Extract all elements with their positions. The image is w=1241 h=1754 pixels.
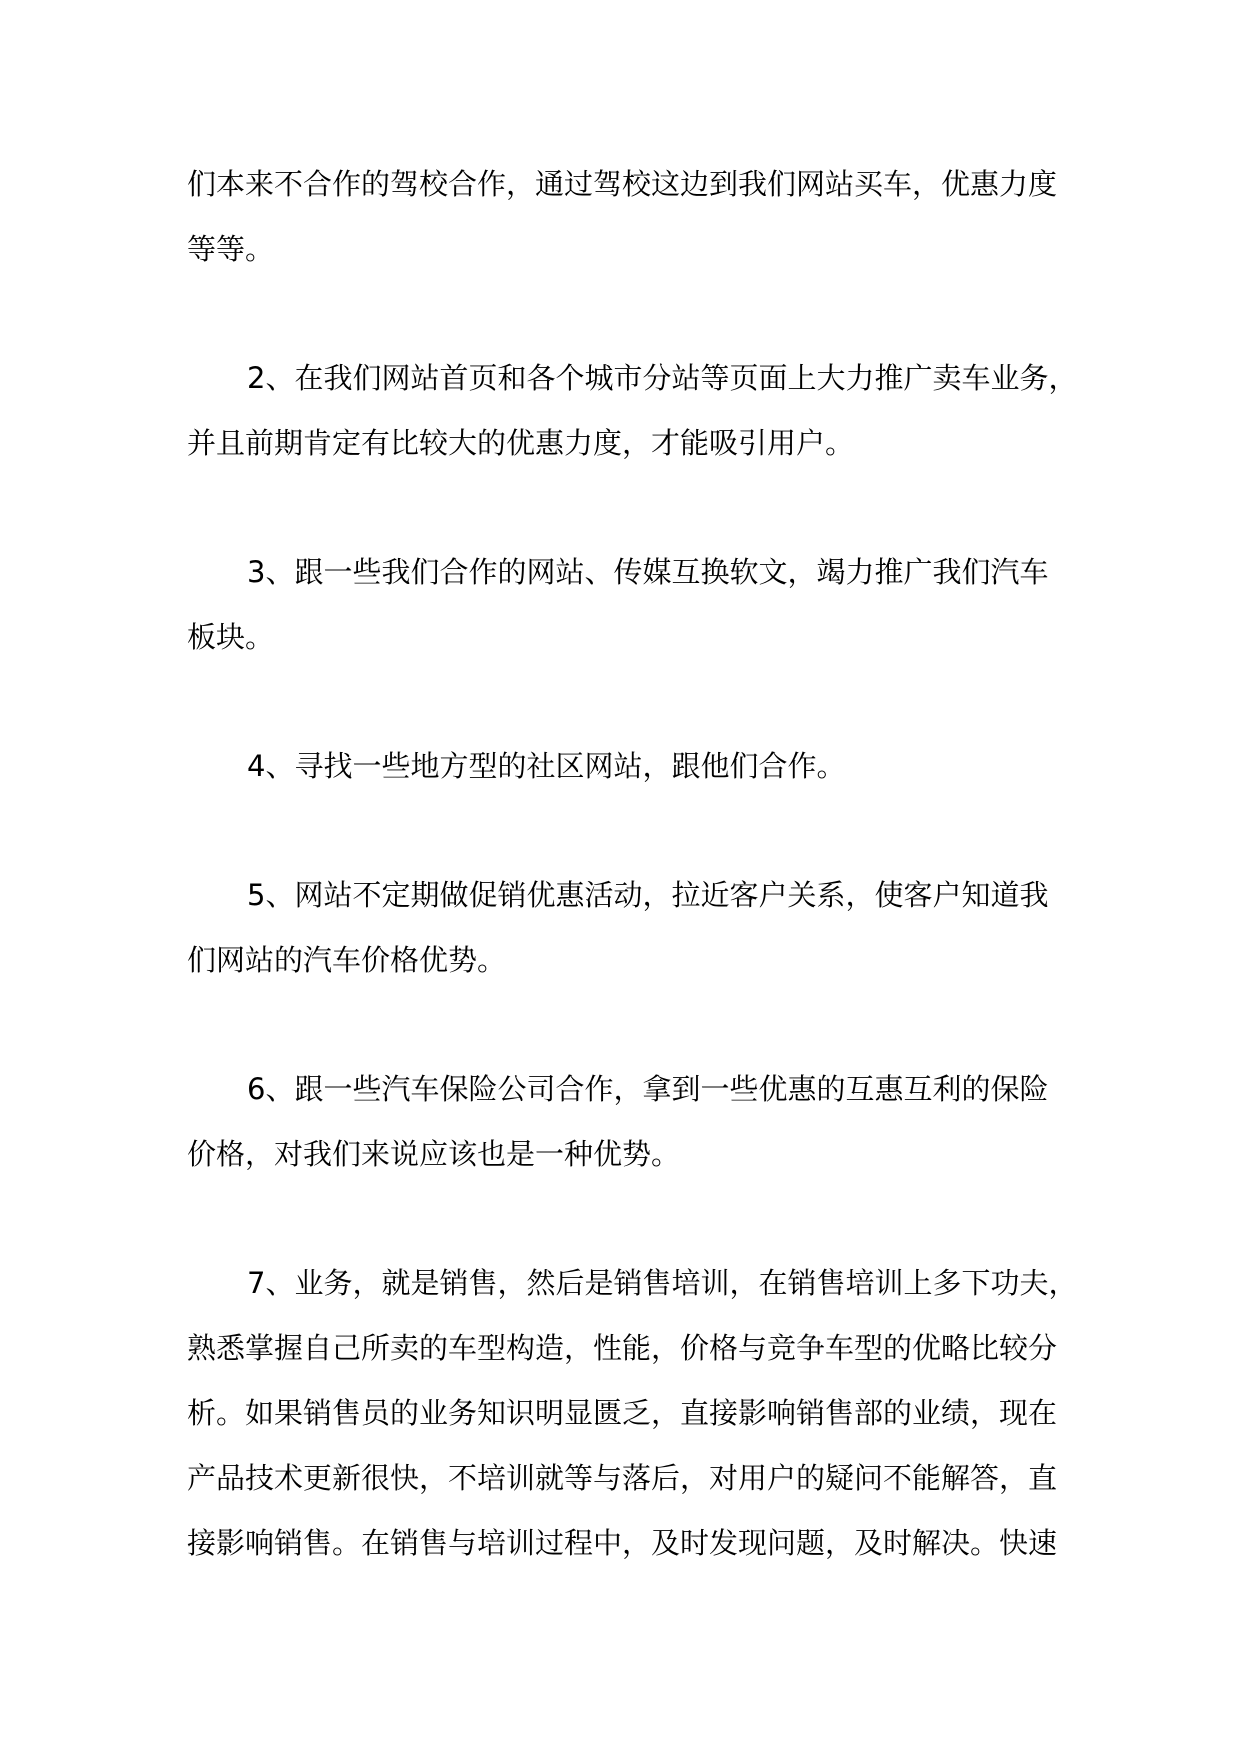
text-line: 并且前期肯定有比较大的优惠力度，才能吸引用户。 — [187, 426, 855, 460]
text-line: 熟悉掌握自己所卖的车型构造，性能，价格与竞争车型的优略比较分 — [187, 1331, 1058, 1365]
text-line: 们网站的汽车价格优势。 — [187, 943, 507, 977]
text-line: 7、业务，就是销售，然后是销售培训，在销售培训上多下功夫， — [247, 1266, 1078, 1300]
text-line: 2、在我们网站首页和各个城市分站等页面上大力推广卖车业务， — [247, 361, 1078, 395]
text-line: 4、寻找一些地方型的社区网站，跟他们合作。 — [247, 749, 846, 783]
paragraph-item-6 — [187, 1057, 1067, 1187]
paragraph-item-5 — [187, 863, 1067, 993]
paragraph-continuation — [187, 152, 1067, 282]
text-line: 们本来不合作的驾校合作，通过驾校这边到我们网站买车，优惠力度 — [187, 167, 1058, 201]
text-line: 等等。 — [187, 232, 275, 266]
text-line: 板块。 — [187, 620, 275, 654]
text-line: 5、网站不定期做促销优惠活动，拉近客户关系，使客户知道我 — [247, 878, 1049, 912]
text-line: 6、跟一些汽车保险公司合作，拿到一些优惠的互惠互利的保险 — [247, 1072, 1049, 1106]
text-line: 析。如果销售员的业务知识明显匮乏，直接影响销售部的业绩，现在 — [187, 1396, 1058, 1430]
text-line: 接影响销售。在销售与培训过程中，及时发现问题，及时解决。快速 — [187, 1526, 1058, 1560]
text-line: 产品技术更新很快，不培训就等与落后，对用户的疑问不能解答，直 — [187, 1461, 1058, 1495]
paragraph-item-2 — [187, 346, 1078, 476]
paragraph-item-4 — [187, 734, 1067, 799]
paragraph-item-3 — [187, 540, 1067, 670]
text-line: 3、跟一些我们合作的网站、传媒互换软文，竭力推广我们汽车 — [247, 555, 1049, 589]
document-body — [187, 152, 1078, 1640]
text-line: 价格，对我们来说应该也是一种优势。 — [187, 1137, 681, 1171]
paragraph-item-7 — [187, 1251, 1078, 1576]
